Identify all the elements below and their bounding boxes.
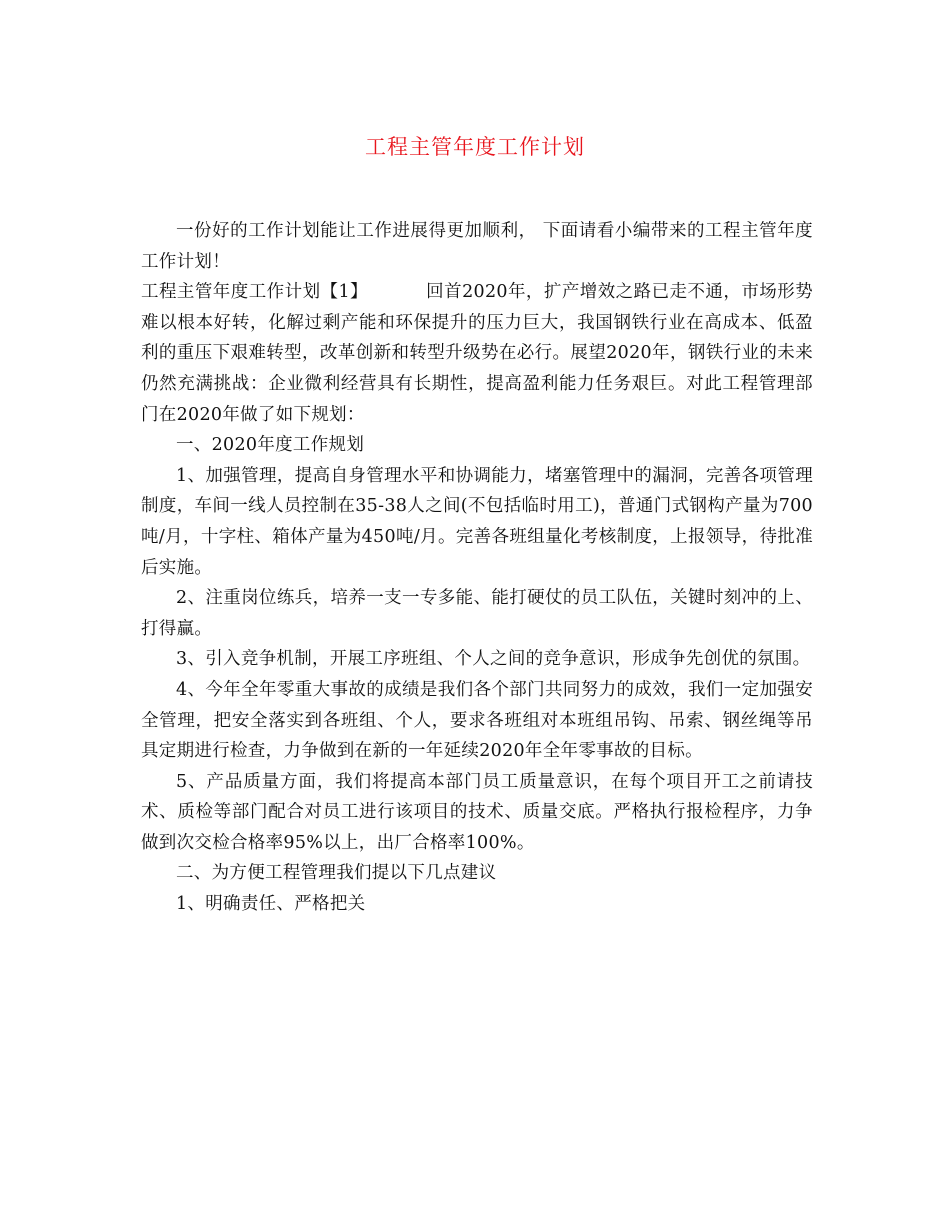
document-body bbox=[141, 216, 813, 920]
heading-suggestions: 二、为方便工程管理我们提以下几点建议 bbox=[176, 863, 497, 884]
document-title: 工程主管年度工作计划 bbox=[365, 135, 585, 159]
section-label: 工程主管年度工作计划【1】 bbox=[141, 282, 369, 303]
plan-item-4: 4、今年全年零重大事故的成绩是我们各个部门共同努力的成效，我们一定加强安全管理，把安全落实到各班组、个人，要求各班组对本班组吊钩、吊索、钢丝绳等吊具定期进行检查，力争做到在新的一年延续2020年全年零事故的目标。 bbox=[141, 679, 813, 762]
section-paragraph bbox=[141, 277, 813, 430]
plan-item-1: 1、加强管理，提高自身管理水平和协调能力，堵塞管理中的漏洞，完善各项管理制度，车间一线人员控制在35-38人之间(不包括临时用工)，普通门式钢构产量为700吨/月，十字柱、箱体产量为450吨/月。完善各班组量化考核制度，上报领导，待批准后实施。 bbox=[141, 465, 813, 578]
suggestion-item-1: 1、明确责任、严格把关 bbox=[176, 894, 366, 915]
section-body: 回首2020年，扩产增效之路已走不通，市场形势难以根本好转，化解过剩产能和环保提升的压力巨大，我国钢铁行业在高成本、低盈利的重压下艰难转型，改革创新和转型升级势在必行。展望2020年，钢铁行业的未来仍然充满挑战：企业微利经营具有长期性，提高盈利能力任务艰巨。对此工程管理部门在2020年做了如下规划： bbox=[141, 282, 813, 425]
intro-paragraph: 一份好的工作计划能让工作进展得更加顺利， 下面请看小编带来的工程主管年度工作计划！ bbox=[141, 221, 813, 272]
plan-item-2: 2、注重岗位练兵，培养一支一专多能、能打硬仗的员工队伍，关键时刻冲的上、打得赢。 bbox=[141, 588, 813, 639]
plan-item-5: 5、产品质量方面，我们将提高本部门员工质量意识，在每个项目开工之前请技术、质检等部门配合对员工进行该项目的技术、质量交底。严格执行报检程序，力争做到次交检合格率95%以上，出厂合格率100%。 bbox=[141, 771, 813, 853]
plan-item-3: 3、引入竞争机制，开展工序班组、个人之间的竞争意识，形成争先创优的氛围。 bbox=[176, 649, 811, 670]
heading-work-plan: 一、2020年度工作规划 bbox=[176, 435, 365, 456]
